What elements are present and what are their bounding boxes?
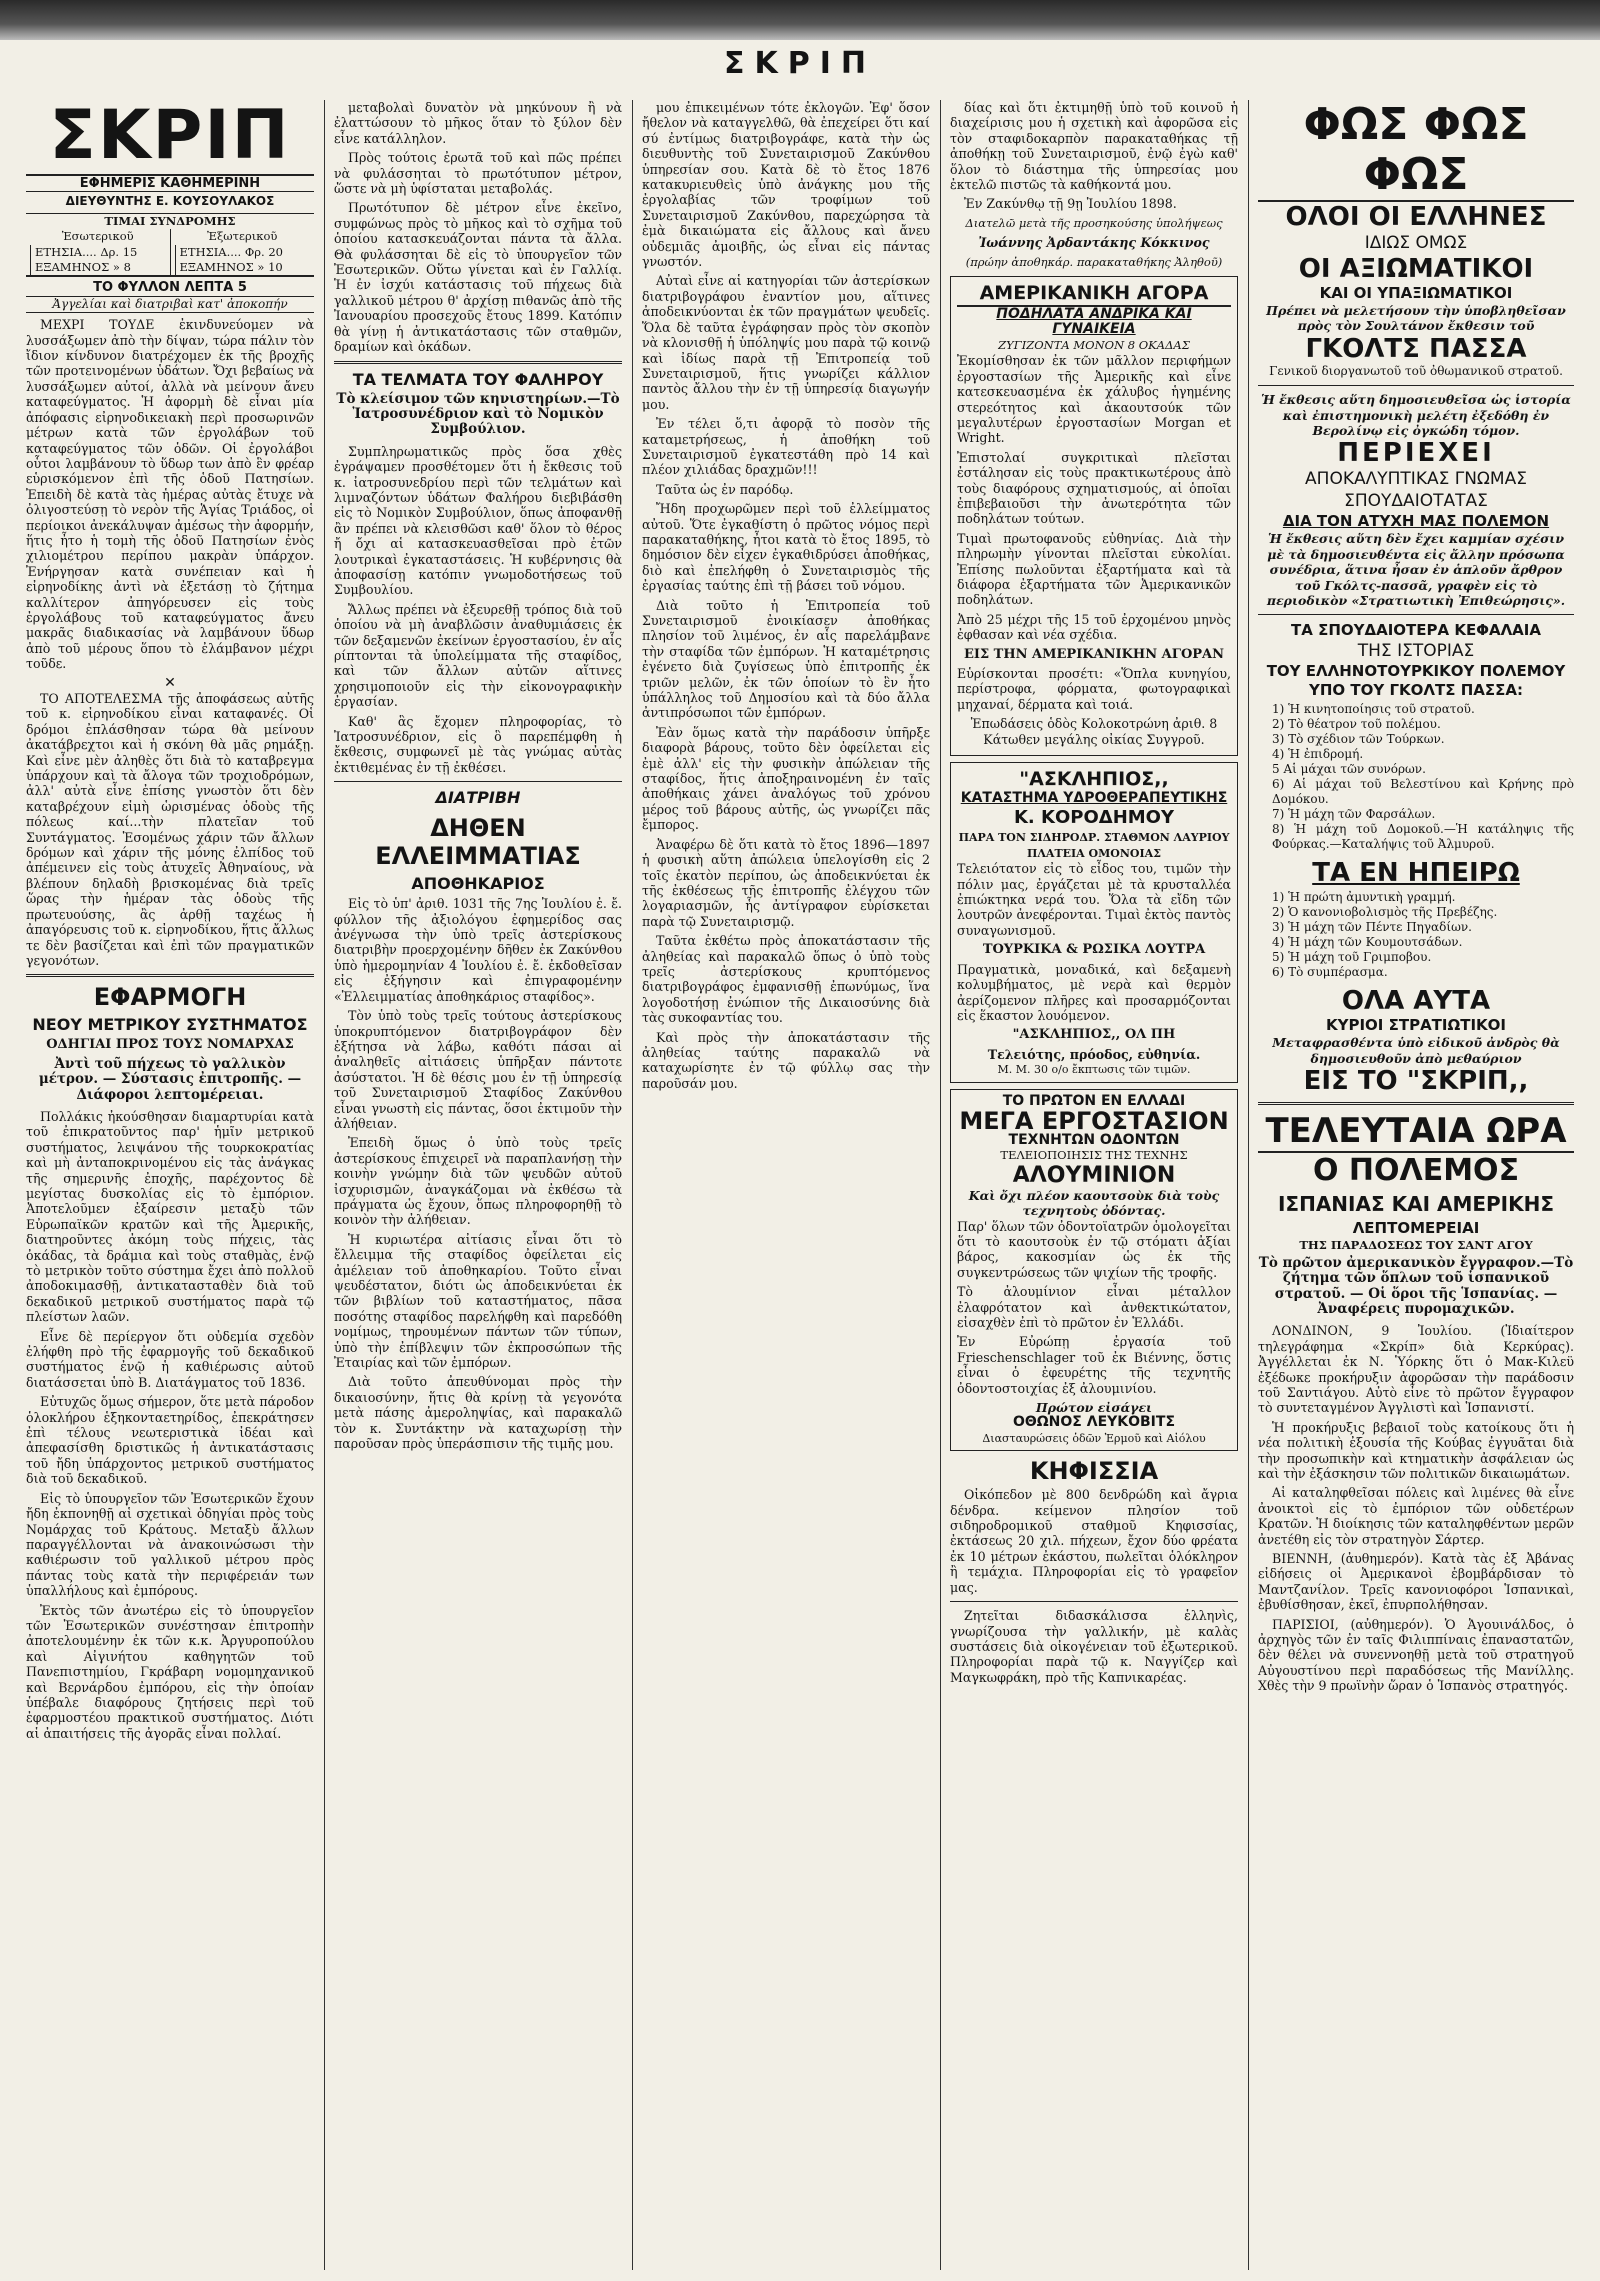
ad-footer-title: ΕΙΣ ΤΗΝ ΑΜΕΡΙΚΑΝΙΚΗΝ ΑΓΟΡΑΝ [963, 646, 1225, 662]
ad-location: ΠΑΡΑ ΤΟΝ ΣΙΔΗΡΟΔΡ. ΣΤΑΘΜΟΝ ΛΑΥΡΙΟΥ [958, 831, 1230, 845]
exterior-half: ΕΞΑΜΗΝΟΣ » 10 [175, 260, 311, 275]
ad-line: ΚΑΙ ΟΙ ΥΠΑΞΙΩΜΑΤΙΚΟΙ [1319, 284, 1513, 302]
page-header: ΣΚΡΙΠ [724, 46, 876, 81]
column-1 [20, 100, 320, 2270]
paragraph: ΠΑΡΙΣΙΟΙ, (αὐθημερόν). Ὁ Ἀγουινάλδος, ὁ ἀρχηγὸς τῶν ἐν ταῖς Φιλιππίναις ἐπαναστατῶν, δὲν θέλει νὰ συνεννοηθῇ μετὰ τοῦ στρατηγοῦ Αὐγουστίνου περὶ παραδόσεως τῆς Μανίλλης. Χθὲς τὴν 9 πρωϊνὴν ὥραν ὁ Ἱσπανὸς στρατηγός. [1258, 1616, 1574, 1694]
section-title: ΚΗΦΙΣΣΙΑ [1029, 1457, 1159, 1486]
ad-line: ΤΑ ΕΝ ΗΠΕΙΡΩ [1312, 858, 1520, 889]
ad-paragraph: Εὑρίσκονται προσέτι: «Ὅπλα κυνηγίου, περίστροφα, φόρματα, φωτογραφικαὶ μηχαναί, δέρματα καὶ τοιά. [957, 666, 1231, 712]
paragraph: Ταῦτα ὡς ἐν παρόδῳ. [656, 481, 794, 497]
paragraph: Ἡ κυριωτέρα αἰτίασις εἶναι ὅτι τὸ ἔλλειμμα τῆς σταφίδος ὀφείλεται εἰς ἀμέλειαν τοῦ ἀποθηκαρίου. Τοῦτο εἶναι ψευδέστατον, διότι ὡς ἀποδεικνύεται ἐκ τῶν βιβλίων τοῦ καταστήματος, πᾶσα ποσότης σταφίδος παρελήφθη καὶ παρεδόθη νομίμως, τηρουμένων πάντων τῶν τύπων, ὑπὸ τὴν ἐπίβλεψιν τῶν ἐκπροσώπων τῆς Ἐταιρίας καὶ τῶν ἐμπόρων. [334, 1231, 622, 1371]
article-result: ΤΟ ΑΠΟΤΕΛΕΣΜΑ τῆς ἀποφάσεως αὐτῆς τοῦ κ. εἰρηνοδίκου εἶναι καταφανές. Οἱ δρόμοι ἐπλάσθησαν τώρα θὰ μείνουν ἀκατάβρεχτοι καὶ ἡ σκόνη θὰ μᾶς ρημάξῃ. Καὶ εἶνε μὲν ἀληθὲς ὅτι διὰ τὸ καταβρεγμα ὑπάρχουν καὶ τὰ ἄλογα τῶν τροχιοδρόμων, ἀλλ' αὐτὰ εἶνε ἐπίσης γνωστὸν ὅτι δὲν καταβρέχουν εἰμὴ ὡρισμένας ὁδοὺς τῆς πόλεως καί...τὴν πλατεῖαν τοῦ Συντάγματος. Ἐσομένως χάριν τῶν ἄλλων δρόμων καὶ χάριν τῆς μόνης ἐλπίδος τοῦ ἀπέμεινεν εἰς τοὺς ἀτυχεῖς Ἀθηναίους, νὰ βλέπουν δηλαδὴ βρισκομένας διὰ τρεῖς ὥρας τὴν ἡμέραν τὰς ὁδοὺς τῆς πρωτευούσης, ἂς ἀρθῇ ταχέως ἡ ἀπαγόρευσις τοῦ κ. εἰρηνοδίκου, ἥτις ἄλλως τε δὲν βασίζεται καὶ ἐπὶ τῶν πραγματικῶν γεγονότων. [26, 691, 314, 968]
column-4 [944, 100, 1244, 2270]
ad-paragraph: Παρ' ὅλων τῶν ὀδοντοϊατρῶν ὁμολογεῖται ὅτι τὸ καουτσοὺκ ἐν τῷ στόματι ἀξίαι βάρος, κακοσμίαν ὡς ἐκ τῆς συγκεντρώσεως τῶν ψιχίων τῆς τροφῆς. [957, 1218, 1231, 1280]
list-item: 3) Τὸ σχέδιον τῶν Τούρκων. [1272, 732, 1445, 747]
interior-label: Ἐσωτερικοῦ [61, 229, 134, 244]
ad-paragraph: Ἀπὸ 25 μέχρι τῆς 15 τοῦ ἐρχομένου μηνὸς ἐφθασαν καὶ νέα σχέδια. [957, 611, 1231, 643]
list-item: 6) Τὸ συμπέρασμα. [1272, 965, 1388, 980]
ad-line: ΠΕΡΙΕΧΕΙ [1337, 438, 1495, 469]
ad-baths-title: ΤΟΥΡΚΙΚΑ & ΡΩΣΙΚΑ ΛΟΥΤΡΑ [982, 942, 1206, 958]
paragraph: Ἀναφέρω δὲ ὅτι κατὰ τὸ ἔτος 1896—1897 ἡ φυσικὴ αὕτη ἀπώλεια ὑπελογίσθη εἰς 2 τοῖς ἑκατὸν περίπου, ὡς ἀποδεικνύεται ἐκ τῆς ἐκθέσεως τῆς ἐπιτροπῆς ἐλέγχου τῶν λογαριασμῶν, ἧς ἀντίγραφον εὑρίσκεται παρὰ τῷ Συνεταιρισμῷ. [642, 836, 930, 929]
paragraph: Ἐπειδὴ ὅμως ὁ ὑπὸ τοὺς τρεῖς ἀστερίσκους ἐπιχειρεῖ νὰ παραπλανήσῃ τὴν κοινὴν γνώμην διὰ τῶν ψευδῶν αὐτοῦ ἰσχυρισμῶν, ἀναγκάζομαι νὰ ἐκθέσω τὰ πράγματα ὡς ἔχουν, ὅπως πληροφορηθῇ τὸ κοινὸν τὴν ἀλήθειαν. [334, 1135, 622, 1228]
section-deck: Ἀντὶ τοῦ πήχεως τὸ γαλλικὸν μέτρον. — Σύστασις ἐπιτροπῆς. — Διάφοροι λεπτομέρειαι. [38, 1055, 302, 1103]
list-item: 5 Αἱ μάχαι τῶν συνόρων. [1272, 762, 1426, 777]
paragraph: Πολλάκις ἠκούσθησαν διαμαρτυρίαι κατὰ τοῦ ἐπικρατοῦντος παρ' ἡμῖν μετρικοῦ συστήματος, λειψάνου τῆς τουρκοκρατίας καὶ μὴ ἀνταποκρινομένου εἰς τὰς ἀνάγκας τῆς σημερινῆς ἐποχῆς, παρέχοντος δὲ μεγίστας δυσκολίας εἰς τὸ ἐμπόριον. Ἀποτελοῦμεν ἐξαίρεσιν μεταξὺ τῶν Εὐρωπαϊκῶν κρατῶν καὶ τῆς Ἀμερικῆς, διατηροῦντες ἀκόμη τοὺς πήχεις, τὰς ὀκάδας, τὰ δράμια καὶ τοὺς σταθμὰς, ἐνῷ τὸ μετρικὸν τοῦτο σύστημα ἔχει ἀπὸ πολλοῦ ἀποδοκιμασθῇ, ἀντικατασταθὲν διὰ τοῦ δεκαδικοῦ μετρικοῦ συστήματος παρὰ τῷ πλείστων λαῶν. [26, 1108, 314, 1325]
ad-title-5: ΑΛΟΥΜΙΝΙΟΝ [1012, 1162, 1176, 1188]
ad-headline: ΦΩΣ ΦΩΣ ΦΩΣ [1258, 100, 1574, 202]
interior-half: ΕΞΑΜΗΝΟΣ » 8 [30, 260, 166, 275]
section-subtitle: ΟΔΗΓΙΑΙ ΠΡΟΣ ΤΟΥΣ ΝΟΜΑΡΧΑΣ [46, 1037, 294, 1053]
list-item: 1) Ἡ πρώτη ἀμυντικὴ γραμμή. [1272, 890, 1456, 905]
paragraph: Διὰ τοῦτο ἡ Ἐπιτροπεία τοῦ Συνεταιρισμοῦ ἐνοικίασεν ἀποθήκας πλησίον τοῦ λιμένος, ἐν αἷς παρελάμβανε τὴν σταφίδα τῶν ἐμπόρων. Ἡ καταμέτρησις ἐγένετο διὰ ζυγίσεως ὑπὸ ἐπιτροπῆς ἐκ τριῶν μελῶν, ἐκ τῶν ὁποίων τὸ ἓν ἦτο ὑπάλληλος τοῦ Δημοσίου καὶ τὰ δύο ἄλλα ἀντιπρόσωποι τῶν ἐμπόρων. [642, 597, 930, 721]
column-5 [1252, 100, 1580, 2270]
ad-title-2: ΜΕΓΑ ΕΡΓΟΣΤΑΣΙΟΝ [959, 1106, 1229, 1135]
ad-importer-address: Διασταυρώσεις ὁδῶν Ἑρμοῦ καὶ Αἰόλου [982, 1431, 1206, 1445]
section-title-2: ΙΣΠΑΝΙΑΣ ΚΑΙ ΑΜΕΡΙΚΗΣ [1277, 1192, 1555, 1217]
paragraph: Οἰκόπεδον μὲ 800 δενδρώδη καὶ ἄγρια δένδρα. κείμενον πλησίον τοῦ σιδηροδρομικοῦ σταθμοῦ Κηφισσίας, ἐκτάσεως 20 χιλ. πήχεων, ἔχον δύο φρέατα ἐκ 10 μέτρων ἐκάστου, πωλεῖται ὁλόκληρον ἢ τεμάχια. Πληροφορίαι εἰς τὸ γραφεῖον μας. [950, 1487, 1238, 1595]
masthead-title: ΣΚΡΙΠ [49, 100, 291, 175]
ad-dental-factory [950, 1089, 1238, 1452]
ads-note: Ἀγγελίαι καὶ διατριβαὶ κατ' ἀποκοπήν [26, 297, 314, 313]
ad-slogan: "ΑΣΚΛΗΠΙΟΣ,, ΟΛ ΠΗ [1012, 1027, 1176, 1043]
ad-paragraph: Πραγματικὰ, μοναδικά, καὶ δεξαμενὴ κολυμβήματος, μὲ νερὰ καὶ θερμὸν ἀερίζομενον πλῆρες καὶ προσαρμόζονται εἰς ἕκαστον λουόμενον. [957, 961, 1231, 1023]
ad-line: ΚΥΡΙΟΙ ΣΤΡΑΤΙΩΤΙΚΟΙ [1325, 1016, 1507, 1035]
ad-american-market [950, 276, 1238, 756]
list-item: 1) Ἡ κινητοποίησις τοῦ στρατοῦ. [1272, 702, 1475, 717]
paragraph: Τὸν ὑπὸ τοὺς τρεῖς τούτους ἀστερίσκους ὑποκρυπτόμενον διατριβογράφον δὲν ἐξήτησα νὰ λάβω, καθότι πάσαι αἱ ἀναληθεῖς αἰτιάσεις ὑπῆρξαν πάντοτε ἀσύστατοι. Ἡ δὲ θέσις μου ἐν τῇ ὑπηρεσίᾳ τοῦ Συνεταιρισμοῦ Σταφίδος Ζακύνθου εἶναι γνωστὴ εἰς πάντας, ὅσοι ἐκτιμοῦν τὴν ἀλήθειαν. [334, 1008, 622, 1131]
list-item: 7) Ἡ μάχη τῶν Φαρσάλων. [1272, 807, 1436, 822]
ad-paragraph: Τελειότατον εἰς τὸ εἶδος του, τιμῶν τὴν πόλιν μας, ἐργάζεται μὲ τὰ κρυσταλλέα ἐπιώκτηκα νερά του. Ὅλα τὰ εἴδη τῶν λουτρῶν ἀνεφέρονται. Τιμαὶ ἐκτὸς παντὸς συναγωνισμοῦ. [957, 861, 1231, 938]
section-title: Ο ΠΟΛΕΜΟΣ [1312, 1153, 1520, 1189]
signature-intro: Διατελῶ μετὰ τῆς προσηκούσης ὑπολήψεως [965, 215, 1223, 230]
signature-date: Ἐν Ζακύνθῳ τῇ 9ῃ Ἰουλίου 1898. [964, 196, 1177, 212]
ad-paragraph: Ἐκομίσθησαν ἐκ τῶν μᾶλλον περιφήμων ἐργοστασίων τῆς Ἀμερικῆς καὶ εἶνε κατεσκευασμένα ἐκ χάλυβος ἡγημένης στερεότητος καὶ ἀκαουτσούκ τῶν μεγαλυτέρων ἐργοστασίων Morgan et Wright. [957, 353, 1231, 446]
signature-name: Ἰωάννης Ἀρδαντάκης Κόκκινος [978, 235, 1210, 251]
epirus-list [1272, 890, 1574, 980]
issue-price: ΤΟ ΦΥΛΛΟΝ ΛΕΠΤΑ 5 [26, 280, 314, 296]
list-item: 6) Αἱ μάχαι τοῦ Βελεστίνου καὶ Κρήνης πρὸ Δομόκου. [1272, 777, 1574, 807]
ad-line: ΟΛΑ ΑΥΤΑ [1341, 986, 1491, 1017]
ad-owner: Κ. ΚΟΡΟΔΗΜΟΥ [1013, 807, 1175, 829]
ad-asklipios [950, 762, 1238, 1083]
diatribe-label: ΔΙΑΤΡΙΒΗ [435, 788, 521, 808]
last-hour-title: ΤΕΛΕΥΤΑΙΑ ΩΡΑ [1258, 1111, 1574, 1153]
list-item: 2) Ὁ κανονιοβολισμὸς τῆς Πρεβέζης. [1272, 905, 1498, 920]
ad-line: ΓΚΟΛΤΣ ΠΑΣΣΑ [1305, 333, 1527, 364]
ad-line: ΑΠΟΚΑΛΥΠΤΙΚΑΣ ΓΝΩΜΑΣ [1305, 469, 1527, 490]
list-item: 8) Ἡ μάχη τοῦ Δομοκοῦ.—Ἡ κατάληψις τῆς Φούρκας.—Καταλήψις τοῦ Ἀλμυροῦ. [1272, 822, 1574, 852]
ad-paragraph: Τὸ ἀλουμίνιον εἶναι μέταλλον ἐλαφρότατον καὶ ἀνθεκτικώτατον, εἰσαχθὲν ἐπὶ τὸ πρῶτον ἐν Ἑλλάδι. [957, 1284, 1231, 1330]
column-2 [328, 100, 628, 2270]
exterior-label: Ἐξωτερικοῦ [207, 229, 278, 244]
ad-importer-name: ΟΘΩΝΟΣ ΛΕΥΚΟΒΙΤΣ [1012, 1414, 1176, 1431]
paragraph: Εἰς τὸ ὑπουργεῖον τῶν Ἐσωτερικῶν ἔχουν ἤδη ἐκπονηθῇ αἱ σχετικαὶ ὁδηγίαι πρὸς τοὺς Νομάρχας τοῦ Κράτους. Μεταξὺ ἄλλων παραγγέλλονται νὰ ἀνακοινώσωσι τὴν καθιέρωσιν τοῦ γαλλικοῦ μέτρου πρὸς πάντας τοὺς κατὰ τὴν περιφέρειάν των ὑπαλλήλους καὶ ἐμπόρους. [26, 1490, 314, 1599]
ad-address: Ἐπωδάσεις ὁδὸς Κολοκοτρώνη ἀριθ. 8 Κάτωθεν μεγάλης οἰκίας Συγγροῦ. [970, 716, 1218, 747]
ad-line: ΤΟΥ ΕΛΛΗΝΟΤΟΥΡΚΙΚΟΥ ΠΟΛΕΜΟΥ [1266, 662, 1566, 681]
ad-title: ΤΟ ΠΡΩΤΟΝ ΕΝ ΕΛΛΑΔΙ [1002, 1092, 1186, 1109]
paragraph: Πρὸς τούτοις ἐρωτᾶ τοῦ καὶ πῶς πρέπει νὰ φυλάσσηται τὸ πρωτότυπον μέτρον, ὥστε νὰ μὴ ὑφίσταται μεταβολάς. [334, 150, 622, 197]
paragraph: Εἶνε δὲ περίεργον ὅτι οὐδεμία σχεδὸν ἐλήφθη πρὸ τῆς ἐφαρμογῆς τοῦ δεκαδικοῦ συστήματος ἐνῷ ἡ καθιέρωσις αὐτοῦ διατάσσεται ὑπὸ Β. Διατάγματος τοῦ 1836. [26, 1328, 314, 1390]
paragraph: Ἐκτὸς τῶν ἀνωτέρω εἰς τὸ ὑπουργεῖον τῶν Ἐσωτερικῶν συνέστησαν ἐπιτροπὴν ἀποτελουμένην ἐκ τῶν κ.κ. Ἀργυροπούλου καὶ Αἰγινήτου καθηγητῶν τοῦ Πανεπιστημίου, Γκράβαρη νομομηχανικοῦ καὶ Βερνάρδου ἐμπόρου, εἰς τὴν ὁποίαν ὑπέβαλε διαφόρους ζητήσεις περὶ τοῦ ἐφαρμοστέου πρακτικοῦ συστήματος. Διότι αἱ ἀπαιτήσεις τῆς ἀγορᾶς εἶναι πολλαί. [26, 1602, 314, 1741]
paragraph: Καθ' ἃς ἔχομεν πληροφορίας, τὸ Ἰατροσυνέδριον, εἰς ὃ παρεπέμφθη ἡ ἔκθεσις, συμφωνεῖ μὲ τὰς γνώμας αὐτὰς ἐκτιθεμένας ἐν τῇ ἐκθέσει. [334, 713, 622, 775]
ad-line: ΟΙ ΑΞΙΩΜΑΤΙΚΟΙ [1298, 254, 1534, 284]
paragraph: Ζητεῖται διδασκάλισσα ἑλληνὶς, γνωρίζουσα τὴν γαλλικήν, μὲ καλὰς συστάσεις διὰ οἰκογένειαν τοῦ ἐξωτερικοῦ. Πληροφορίαι παρὰ τῷ κ. Ναγγίζερ καὶ Μαγκωφράκη, πρὸ τῆς Καπνικαρέας. [950, 1608, 1238, 1685]
article-intro: ΜΕΧΡΙ ΤΟΥΔΕ ἐκινδυνεύομεν νὰ λυσσάξωμεν ἀπὸ τὴν δίψαν, τώρα πάλιν τὸν ἴδιον κίνδυνον διατρέχομεν ἐκ τῆς βροχῆς τῶν προτεινομένων ὑδάτων. Ὄχι βεβαίως νὰ λυσσάξωμεν αὐτοί, ἀλλὰ νὰ μείνουν ἄνευ καταφεύγματος. Ἡ ἀφορμὴ δὲ εἶναι μία ἀπόφασις εἰρηνοδικειακὴ περὶ προσωρινῶν μέτρων κατὰ τῶν ἐργολάβων τοῦ καταφεύγματος τῶν ὁδῶν. Οἱ ἐργολάβοι οὗτοι λαμβάνουν τὸ ὕδωρ των ἀπὸ ἓν φρέαρ εὑρισκόμενον ἐπὶ τῆς ὁδοῦ Πατησίων. Ἐπειδὴ δὲ κατὰ τὰς ἡμέρας αὐτὰς ἔτυχε νὰ ὀλιγοστεύσῃ τὸ νερὸν τῆς Ἁγίας Τριάδος, οἱ περίοικοι ἀνεκάλυψαν ἀμέσως τὴν ἀφορμήν, ἥτις ἦτο ἡ τομὴ τῆς ὁδοῦ Πατησίων ἐνὸς χιλιομέτρου περίπου μακρὰν ὑπάρχον. Ἐνήργησαν κατὰ συνέπειαν καὶ ἡ εἰρηνοδίκης ἀντὶ νὰ ἐξετάσῃ τὸ ζήτημα καλλίτερον ἀπηγόρευσεν εἰς τοὺς ἐργολάβους τοῦ καταφεύγματος ἄνευ μακρᾶς διαδικασίας νὰ λαμβάνουν ὕδωρ ἀπὸ τοῦ μέρους ὅπου τὸ ἐλάμβανον μέχρι τοῦδε. [26, 317, 314, 672]
top-strip [0, 0, 1600, 40]
paragraph: Αὐταὶ εἶνε αἱ κατηγορίαι τῶν ἀστερίσκων διατριβογράφου ἐναντίον μου, αἵτινες ἀποδεικνύονται ἐκ τῶν πραγμάτων ψευδεῖς. Ὅλα δὲ ταῦτα ἐγράφησαν πρὸς τὸν σκοπὸν νὰ κλονισθῇ ἡ ὑπόληψίς μου παρὰ τῷ κοινῷ καὶ ἰδίως παρὰ τῇ Ἐπιτροπείᾳ τοῦ Συνεταιρισμοῦ, ἥτις γνωρίζει κάλλιον παντὸς ἄλλου τὴν ἐν τῇ ὑπηρεσίᾳ διαγωγήν μου. [642, 273, 930, 412]
paragraph: Εὐτυχῶς ὅμως σήμερον, ὅτε μετὰ πάροδον ὁλοκλήρου ἑξηκονταετηρίδος, ἐπεκράτησεν ἐπὶ τέλους νεωτεριστικὰ ἰδέαι καὶ ἀπεφασίσθη δριστικῶς ἡ ἀντικατάστασις τοῦ ἤδη ὑπάρχοντος μετρικοῦ συστήματος διὰ τοῦ δεκαδικοῦ. [26, 1394, 314, 1487]
subscription-prices [26, 213, 314, 278]
paragraph: ΒΙΕΝΝΗ, (ἀυθημερόν). Κατὰ τὰς ἐξ Ἀβάνας εἰδήσεις οἱ Ἀμερικανοὶ ἐβομβάρδισαν τὸ Μαντζανίλον. Τρεῖς κανονιοφόροι Ἱσπανικαὶ, ἐβυθίσθησαν, ἐκεῖ, ἐπυρπολήθησαν. [1258, 1551, 1574, 1613]
ad-title: ΑΜΕΡΙΚΑΝΙΚΗ ΑΓΟΡΑ [957, 281, 1231, 307]
ad-line: Γενικοῦ διοργανωτοῦ τοῦ ὀθωμανικοῦ στρατοῦ. [1269, 363, 1563, 378]
ad-title: "ΑΣΚΛΗΠΙΟΣ,, [1019, 768, 1169, 791]
list-item: 4) Ἡ ἐπιδρομή. [1272, 747, 1364, 762]
ad-line: ΣΠΟΥΔΑΙΟΤΑΤΑΣ [1344, 491, 1488, 512]
paragraph: Εἰς τὸ ὑπ' ἀριθ. 1031 τῆς 7ης Ἰουλίου ἐ. ἔ. φύλλον τῆς ἀξιολόγου ἐφημερίδος σας ἀνέγνωσα τὴν ὑπὸ τρεῖς ἀστερίσκους διατριβὴν προερχομένην δῆθεν ἐκ Ζακύνθου ὑπὸ ἡμερομηνίαν 4 Ἰουλίου ἐ. ἔ. ἐκδοθεῖσαν εἰς ἐξήγησιν καὶ ἐπιγραφομένην «Ἐλλειμματίας ἀποθηκάριος σταφίδος». [334, 896, 622, 1004]
list-item: 5) Ἡ μάχη τοῦ Γριμποβου. [1272, 950, 1432, 965]
paragraph: Ἐν τέλει ὅ,τι ἀφορᾷ τὸ ποσὸν τῆς καταμετρήσεως, ἡ ἀποθήκη τοῦ Συνεταιρισμοῦ ἐγκατεστάθη πρὸ 14 καὶ πλέον χιλιάδας δραχμῶν!!! [642, 416, 930, 478]
ad-paragraph: Τιμαὶ πρωτοφανοῦς εὐθηνίας. Διὰ τὴν πληρωμὴν γίνονται πλεῖσται εὐκολίαι. Ἐπίσης πωλοῦνται ἐξαρτήματα καὶ τὰ διάφορα ἐξαρτήματα τῶν Ἀμερικανικῶν ποδηλάτων. [957, 530, 1231, 608]
ad-line: ΔΙΑ ΤΟΝ ΑΤΥΧΗ ΜΑΣ ΠΟΛΕΜΟΝ [1282, 512, 1550, 531]
ad-line: Μεταφρασθέντα ὑπὸ εἰδικοῦ ἀνδρὸς θὰ δημοσιευθοῦν ἀπὸ μεθαύριον [1272, 1035, 1560, 1066]
ad-paragraph: Ἐπιστολαί συγκριτικαὶ πλεῖσται ἐστάλησαν εἰς τοὺς πρακτικωτέρους ἀπὸ τοὺς διαφόρους σχηματισμούς, αἱ ὁποῖαι ἐπιβεβαιοῦσι τὴν ἀνωτερότητα τῶν ποδηλάτων τούτων. [957, 449, 1231, 527]
diatribe-title-2: ΑΠΟΘΗΚΑΡΙΟΣ [411, 874, 545, 894]
ad-subtitle: ΠΟΔΗΛΑΤΑ ΑΝΔΡΙΚΑ ΚΑΙ ΓΥΝΑΙΚΕΙΑ [996, 306, 1192, 338]
signature-role: (πρώην ἀποθηκάρ. παρακαταθήκης Ἀληθοῦ) [965, 254, 1223, 269]
paragraph: ΛΟΝΔΙΝΟΝ, 9 Ἰουλίου. (Ἰδιαίτερον τηλεγράφημα «Σκρίπ» διὰ Κερκύρας). Ἀγγέλλεται ἐκ Ν. Ὑόρκης ὅτι ὁ Μακ-Κιλεϋ ἐξέδωκε προκήρυξιν ἀφορῶσαν τὴν παράδοσιν τοῦ Σαντιάγου. Αὐτὸ εἶνε τὸ πρῶτον ἔγγραφον τὸ συντεταγμένον Ἀγγλιστὶ καὶ Ἱσπανιστί. [1258, 1323, 1574, 1416]
ad-square: ΠΛΑΤΕΙΑ ΟΜΟΝΟΙΑΣ [1027, 846, 1161, 860]
list-item: 4) Ἡ μάχη τῶν Κουμουτσάδων. [1272, 935, 1463, 950]
paragraph: Διὰ τοῦτο ἀπευθύνομαι πρὸς τὴν δικαιοσύνην, ἥτις θὰ κρίνῃ τὰ γεγονότα μετὰ πάσης ἀμεροληψίας, καὶ παρακαλῶ τὸν κ. Συντάκτην νὰ καταχωρίσῃ τὴν παροῦσαν πρὸς ὑπεράσπισιν τῆς τιμῆς μου. [334, 1374, 622, 1452]
ad-tagline: Καὶ ὄχι πλέον καουτσοὺκ διὰ τοὺς τεχνητοὺς ὀδόντας. [968, 1187, 1220, 1219]
ad-slogan-2: Τελειότης, πρόοδος, εὐθηνία. [987, 1046, 1201, 1062]
paragraph: Ἄλλως πρέπει νὰ ἐξευρεθῇ τρόπος διὰ τοῦ ὁποίου νὰ μὴ ἀναβλῶσιν ἀναθυμιάσεις ἐκ τῶν δεξαμενῶν ἐκείνων ἐργοστασίου, ἐν αἷς ρίπτονται τὰ ὑπολείμματα τῆς σταφίδος, καὶ τῶν ἄλλων αὐτῶν αἵτινες χρησιμοποιοῦν εἰς τὴν εἰκονογραφικὴν ἐργασίαν. [334, 601, 622, 710]
ad-subtitle: ΚΑΤΑΣΤΗΜΑ ΥΔΡΟΘΕΡΑΠΕΥΤΙΚΗΣ [960, 790, 1228, 807]
ad-importer-label: Πρώτον εἰσάγει [1035, 1400, 1153, 1416]
interior-year: ΕΤΗΣΙΑ.... Δρ. 15 [30, 245, 166, 260]
paragraph: Ἐὰν ὅμως κατὰ τὴν παράδοσιν ὑπῆρξε διαφορὰ βάρους, τοῦτο δὲν ὀφείλεται εἰς ἐμὲ ἀλλ' εἰς τὴν φυσικὴν ἀπώλειαν τῆς σταφίδος, ἥτις ἀποξηραινομένη ἐν ταῖς ἀποθήκαις χάνει ἀναλόγως τοῦ χρόνου μέρος τοῦ βάρους αὐτῆς, ὡς γνωρίζει πᾶς ἔμπορος. [642, 724, 930, 833]
exterior-year: ΕΤΗΣΙΑ.... Φρ. 20 [175, 245, 311, 260]
paragraph: Αἱ καταληφθεῖσαι πόλεις καὶ λιμένες θὰ εἶνε ἀνοικτοὶ εἰς τὸ ἐμπόριον τῶν οὐδετέρων Κρατῶν. Ἡ διοίκησις τῶν καταληφθέντων μερῶν ἀνετέθη εἰς τὸν στρατηγὸν Σάρτερ. [1258, 1485, 1574, 1547]
section-deck: Τὸ κλείσιμον τῶν κηνιστηρίων.—Τὸ Ἰατροσυνέδριον καὶ τὸ Νομικὸν Συμβούλιον. [336, 390, 620, 438]
ad-line: ΙΔΙΩΣ ΟΜΩΣ [1364, 233, 1468, 253]
ad-line: Ἡ ἔκθεσις αὕτη δὲν ἔχει καμμίαν σχέσιν μὲ τὰ δημοσιευθέντα εἰς ἄλλην πρόσωπα συνέδρια, ἅτινα ἦσαν ἐν ἁπλοῦν ἄρθρον τοῦ Γκόλτς-πασσᾶ, γραφὲν εἰς τὸ περιοδικὸν «Στρατιωτικὴ Ἐπιθεώρησις». [1266, 531, 1566, 609]
ad-line: ΤΑ ΣΠΟΥΔΑΙΟΤΕΡΑ ΚΕΦΑΛΑΙΑ [1291, 621, 1541, 640]
section-title-2: ΝΕΟΥ ΜΕΤΡΙΚΟΥ ΣΥΣΤΗΜΑΤΟΣ [32, 1015, 308, 1035]
diatribe-title: ΔΗΘΕΝ ΕΛΛΕΙΜΜΑΤΙΑΣ [375, 814, 581, 871]
paragraph: μεταβολαὶ δυνατὸν νὰ μηκύνουν ἢ νὰ ἐλαττώσουν τὸ μῆκος ὅταν τὸ ξύλον δὲν εἶνε κατάλληλον. [334, 100, 622, 146]
list-item: 3) Ἡ μάχη τῶν Πέντε Πηγαδίων. [1272, 920, 1472, 935]
section-subtitle: ΛΕΠΤΟΜΕΡΕΙΑΙ [1352, 1219, 1480, 1238]
prices-header: ΤΙΜΑΙ ΣΥΝΔΡΟΜΗΣ [104, 213, 236, 228]
cross-divider: ✕ [164, 674, 176, 691]
ad-discount: Μ. Μ. 30 ο/ο ἔκπτωσις τῶν τιμῶν. [997, 1063, 1191, 1077]
paragraph: Ταῦτα ἐκθέτω πρὸς ἀποκατάστασιν τῆς ἀληθείας καὶ παρακαλῶ ὅπως ὁ ὑπὸ τοὺς τρεῖς ἀστερίσκους κρυπτόμενος διατριβογράφος ἐμφανισθῇ ἐπωνύμως, ἵνα λογοδοτήσῃ ἐνώπιον τῆς Δικαιοσύνης διὰ τὰς συκοφαντίας του. [642, 933, 930, 1026]
ad-line: ΤΗΣ ΙΣΤΟΡΙΑΣ [1357, 641, 1475, 662]
paragraph: Συμπληρωματικῶς πρὸς ὅσα χθὲς ἐγράψαμεν προσθέτομεν ὅτι ἡ ἔκθεσις τοῦ κ. ἰατροσυνεδρίου περὶ τῶν τελμάτων καὶ λιμναζόντων ὑδάτων Φαλήρου διεβιβάσθη εἰς τὸ Νομικὸν Συμβούλιον, ὅπως ἀποφανθῇ ἂν πρέπει νὰ κλεισθῶσι καθ' ὅλον τὸ θέρος ἤ ὄχι αἱ κατασκευασθεῖσαι πρὸ ἐτῶν λουτρικαὶ ἐγκαταστάσεις. Ἡ κυβέρνησις θὰ ἀποφασίσῃ κατόπιν γνωμοδοτήσεως τοῦ Συμβουλίου. [334, 443, 622, 598]
ad-line: ΟΛΟΙ ΟΙ ΕΛΛΗΝΕΣ [1285, 202, 1547, 232]
list-item: 2) Τὸ θέατρον τοῦ πολέμου. [1272, 717, 1441, 732]
ad-line: Πρέπει νὰ μελετήσουν τὴν ὑποβληθεῖσαν πρὸς τὸν Σουλτάνον ἔκθεσιν τοῦ [1266, 303, 1566, 334]
ad-title-4: ΤΕΛΕΙΟΠΟΙΗΣΙΣ ΤΗΣ ΤΕΧΝΗΣ [1000, 1148, 1188, 1163]
ad-line: Ἡ ἔκθεσις αὕτη δημοσιευθεῖσα ὡς ἱστορία καὶ ἐπιστημονικὴ μελέτη ἐξεδόθη ἐν Βερολίνῳ εἰς ὀγκώδη τόμον. [1261, 392, 1571, 439]
masthead-editor: ΔΙΕΥΘΥΝΤΗΣ Ε. ΚΟΥΣΟΥΛΑΚΟΣ [65, 194, 275, 209]
masthead-subtitle: ΕΦΗΜΕΡΙΣ ΚΑΘΗΜΕΡΙΝΗ [26, 174, 314, 192]
ad-line: ΕΙΣ ΤΟ "ΣΚΡΙΠ,, [1303, 1066, 1529, 1097]
paragraph: Ἡ προκήρυξις βεβαιοῖ τοὺς κατοίκους ὅτι ἡ νέα πολιτικὴ ἐξουσία τῆς Κούβας ἐγγυᾶται διὰ τὴν προσωπικὴν καὶ κτηματικὴν ἀσφάλειαν ὡς καὶ τὴν ἐξάσκησιν τῶν πολιτικῶν δικαιωμάτων. [1258, 1419, 1574, 1481]
section-deck: Τὸ πρῶτον ἀμερικανικὸν ἔγγραφον.—Τὸ ζήτημα τῶν ὅπλων τοῦ ἱσπανικοῦ στρατοῦ. — Οἱ ὅροι τῆς Ἱσπανίας. — Ἀναφέρεις πυρομαχικῶν. [1258, 1254, 1574, 1317]
section-title: ΕΦΑΡΜΟΓΗ [93, 983, 247, 1012]
section-title: ΤΑ ΤΕΛΜΑΤΑ ΤΟΥ ΦΑΛΗΡΟΥ [352, 369, 604, 389]
paragraph: Ἤδη προχωρῶμεν περὶ τοῦ ἐλλείμματος αὐτοῦ. Ὅτε ἐγκαθίστη ὁ πρῶτος νόμος περὶ παρακαταθήκης, ἦτοι κατὰ τὸ ἔτος 1895, τὸ δημόσιον δὲν εἶχεν ἐγκαθιδρύσει ἀποθήκας, διὸ καὶ ἐπελήφθη ὁ Συνεταιρισμὸς τῆς ἐργασίας ταύτης ἐπὶ τῇ βάσει τοῦ νόμου. [642, 501, 930, 594]
paragraph: Καὶ πρὸς τὴν ἀποκατάστασιν τῆς ἀληθείας ταύτης παρακαλῶ νὰ καταχωρίσητε ἐν τῷ φύλλῳ σας τὴν παροῦσάν μου. [642, 1029, 930, 1091]
ad-paragraph: Ἐν Εὐρώπῃ ἐργασία τοῦ Frieschenschlager τοῦ ἐκ Βιέννης, ὅστις εἶναι ὁ ἐφευρέτης τῆς τεχνητῆς ὀδοντοστοιχίας ἐξ ἀλουμινίου. [957, 1334, 1231, 1396]
ad-note: ΖΥΓΙΖΟΝΤΑ ΜΟΝΟΝ 8 ΟΚΑΔΑΣ [998, 337, 1190, 352]
column-3 [636, 100, 936, 2270]
paragraph: μου ἐπικειμένων τότε ἐκλογῶν. Ἐφ' ὅσον ἤθελον νὰ καταγγελθῶ, θὰ ἐπεχείρει ὅτι καί σύ ἐντίμως διατριβογράφε, κατὰ τὴν ὡς διευθυντὴς τοῦ Συνεταιρισμοῦ Ζακύνθου ὑπηρεσίαν σου. Κατὰ δὲ τὸ ἔτος 1876 κατακυριευθεὶς ὑπὸ ἀνάγκης μου τῆς ἐργολαβίας τῶν τροφίμων τοῦ Συνεταιρισμοῦ Ζακύνθου, παρεχώρησα τὰ ἐμὰ δικαιώματα εἰς ἄλλους καὶ ἄνευ οὐδεμιᾶς ἀμοιβῆς, ὡς εἶναι εἰς πάντας γνωστόν. [642, 100, 930, 270]
ad-title-3: ΤΕΧΝΗΤΩΝ ΟΔΟΝΤΩΝ [1008, 1131, 1180, 1148]
paragraph: Πρωτότυπον δὲ μέτρον εἶνε ἐκεῖνο, συμφώνως πρὸς τὸ μῆκος καὶ τὸ σχῆμα τοῦ ὁποίου κατασκευάζονται πάντα τὰ ἄλλα. Θὰ φυλάσσηται δὲ εἰς τὸ ὑπουργεῖον τῶν Ἐσωτερικῶν. Οὕτω γίνεται καὶ ἐν Γαλλίᾳ. Ἡ ἐν ἰσχύι κατάστασις τοῦ πήχεως διὰ γαλλικοῦ μέτρου θ' ἀρχίσῃ πιθανῶς ἀπὸ τῆς Ἰανουαρίου προσεχοῦς ἔτους 1899. Κατόπιν θὰ γίνῃ ἡ ἀντικατάστασις τῶν σταθμῶν, δραμίων καὶ ὀκάδων. [334, 200, 622, 355]
ad-line: ΥΠΟ ΤΟΥ ΓΚΟΛΤΣ ΠΑΣΣΑ: [1309, 681, 1523, 700]
columns [20, 100, 1580, 2270]
paragraph: δίας καὶ ὅτι ἐκτιμηθῇ ὑπὸ τοῦ κοινοῦ ἡ διαχείρισις μου ἡ σχετικὴ καὶ ἀφορῶσα εἰς τὸν σταφιδοκαρπὸν παρακαταθήκας τῇ ἀποθήκῃ τοῦ Συνεταιρισμοῦ, ἐνῷ ἐγὼ καθ' ὅλον τὸ διάστημα τῆς ὑπηρεσίας μου ἐκτελῶ πιστῶς τὰ καθήκοντά μου. [950, 100, 1238, 193]
chapters-list [1272, 702, 1574, 852]
section-subtitle-2: ΤΗΣ ΠΑΡΑΔΟΣΕΩΣ ΤΟΥ ΣΑΝΤ ΑΓΟΥ [1299, 1238, 1533, 1253]
